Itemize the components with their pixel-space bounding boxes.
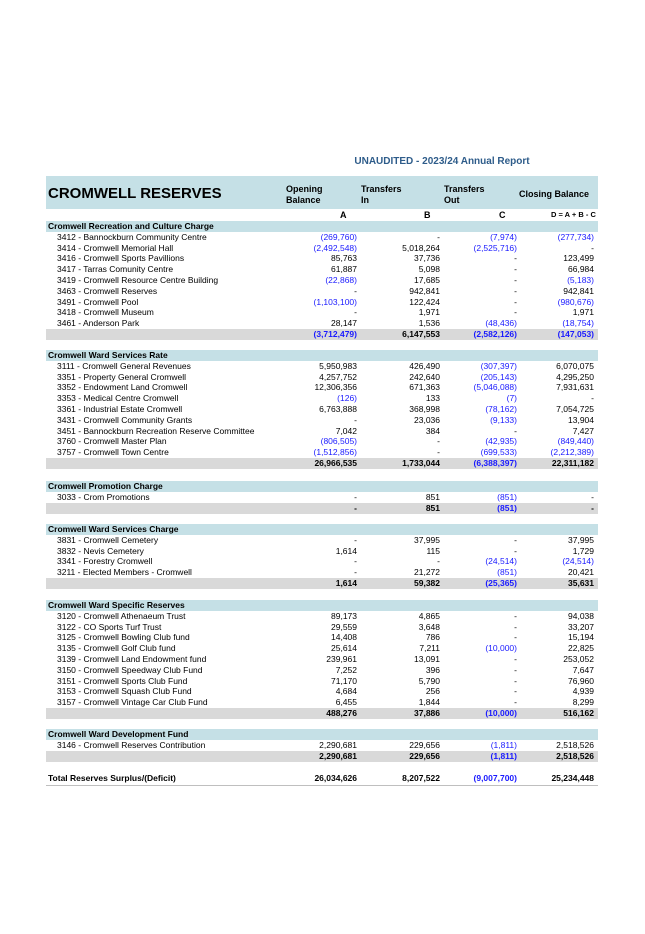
value-c: (10,000) [485,708,517,718]
value-c: - [514,285,517,296]
value-a: 71,170 [331,675,357,686]
transfers-in-header [361,184,402,206]
value-c: - [514,545,517,556]
column-letter-a: A [340,210,347,220]
table-header [46,176,598,209]
opening-header-line1: Opening [286,184,323,194]
value-c: (78,162) [485,404,517,414]
account-label: 3412 - Bannockburn Community Centre [57,231,207,242]
value-b: 8,207,522 [402,773,440,783]
value-d: 253,052 [563,654,594,664]
value-a: (22,868) [325,275,357,285]
value-d: (24,514) [562,556,594,567]
table-row [46,404,598,415]
account-label: 3033 - Crom Promotions [57,491,150,502]
account-label: 3150 - Cromwell Speedway Club Fund [57,664,203,675]
value-d: (2,212,389) [550,447,594,458]
value-a: (3,712,479) [313,329,357,339]
value-b: 384 [425,425,440,436]
value-a: (2,492,548) [313,242,357,253]
section-header [46,350,598,361]
value-b: 368,998 [409,404,440,414]
value-a: (269,760) [320,231,357,242]
section-total-row [46,751,598,762]
value-d: 8,299 [572,697,594,708]
table-row [46,676,598,687]
account-label: 3139 - Cromwell Land Endowment fund [57,654,207,664]
table-row [46,393,598,404]
value-a: - [354,285,357,296]
value-b: 21,272 [414,567,440,578]
value-d: (147,053) [557,329,594,339]
value-d: 4,939 [572,686,594,697]
section-header [46,221,598,232]
grand-total-row [46,773,598,784]
value-b: 3,648 [418,621,440,632]
value-d: - [591,242,594,253]
report-title: UNAUDITED - 2023/24 Annual Report [354,156,530,167]
account-label: 3353 - Medical Centre Cromwell [57,393,179,404]
opening-balance-header [286,184,323,206]
section-title: Cromwell Recreation and Culture Charge [48,221,214,231]
value-d: 7,931,631 [556,382,594,393]
value-b: 5,790 [418,675,440,686]
value-b: 851 [425,491,440,502]
value-d: 4,295,250 [556,371,594,382]
section-header [46,600,598,611]
table-row [46,686,598,697]
transfers-in-header-line2: In [361,195,369,205]
value-a: (126) [337,393,357,404]
transfers-out-header [444,184,485,206]
account-label: 3416 - Cromwell Sports Pavillions [57,253,185,264]
value-c: (851) [497,567,517,578]
value-d: 94,038 [568,610,594,621]
account-label: 3151 - Cromwell Sports Club Fund [57,675,188,686]
account-label: 3352 - Endowment Land Cromwell [57,382,188,393]
value-c: - [514,664,517,675]
value-c: - [514,275,517,285]
value-b: - [437,447,440,458]
value-c: (2,582,126) [473,329,517,339]
value-d: (18,754) [562,318,594,329]
value-c: (42,935) [485,436,517,447]
value-b: 37,995 [414,534,440,545]
value-a: 4,257,752 [319,371,357,382]
value-b: 396 [425,664,440,675]
table-row [46,382,598,393]
value-b: 59,382 [414,578,440,588]
table-row [46,622,598,633]
section-title: Cromwell Promotion Charge [48,481,163,491]
value-b: - [437,436,440,447]
value-a: - [354,567,357,578]
table-row [46,611,598,622]
value-a: 61,887 [331,264,357,275]
value-b: 4,865 [418,610,440,621]
value-a: 7,042 [335,425,357,436]
value-c: - [514,307,517,318]
value-a: - [354,534,357,545]
transfers-out-header-line2: Out [444,195,460,205]
value-c: - [514,632,517,643]
value-a: 2,290,681 [319,739,357,750]
value-d: 7,427 [572,425,594,436]
value-b: 5,098 [418,264,440,275]
value-d: 66,984 [568,264,594,275]
value-c: (10,000) [485,643,517,654]
table-row [46,697,598,708]
value-b: 1,844 [418,697,440,708]
value-b: 37,736 [414,253,440,264]
table-row [46,556,598,567]
table-row [46,643,598,654]
value-c: (24,514) [485,556,517,567]
table-row [46,318,598,329]
value-b: 122,424 [409,296,440,307]
value-b: - [437,231,440,242]
table-row [46,426,598,437]
transfers-out-header-line1: Transfers [444,184,485,194]
account-label: 3461 - Anderson Park [57,318,140,329]
value-d: 1,729 [572,545,594,556]
value-c: (7,974) [490,231,517,242]
value-a: (1,103,100) [313,296,357,307]
value-d: 15,194 [568,632,594,643]
section-total-row [46,708,598,719]
table-row [46,415,598,426]
value-b: 1,971 [418,307,440,318]
value-b: 37,886 [414,708,440,718]
value-d: 7,647 [572,664,594,675]
column-letter-d: D = A + B - C [551,210,596,219]
value-c: - [514,675,517,686]
value-c: - [514,253,517,264]
value-a: - [354,491,357,502]
account-label: 3419 - Cromwell Resource Centre Building [57,275,219,285]
value-b: 7,211 [419,643,440,654]
table-row [46,567,598,578]
value-b: 671,363 [409,382,440,393]
account-label: 3361 - Industrial Estate Cromwell [57,404,183,414]
account-label: 3491 - Cromwell Pool [57,296,139,307]
value-c: (25,365) [485,578,517,588]
table-row [46,232,598,243]
value-b: 256 [425,686,440,697]
value-a: 1,614 [335,545,357,556]
value-a: 14,408 [331,632,357,643]
value-c: - [514,654,517,664]
section-title: Cromwell Ward Development Fund [48,729,189,739]
table-row [46,535,598,546]
table-row [46,372,598,383]
value-c: (1,811) [490,739,517,750]
value-a: 85,763 [331,253,357,264]
value-b: 1,536 [418,318,440,329]
value-d: (849,440) [557,436,594,447]
value-a: 239,961 [326,654,357,664]
value-c: - [514,425,517,436]
value-d: 7,054,725 [556,404,594,414]
value-d: (5,183) [567,275,594,285]
value-d: (277,734) [557,231,594,242]
value-a: 29,559 [331,621,357,632]
value-a: - [354,556,357,567]
grand-total-underline [46,785,598,786]
account-label: 3463 - Cromwell Reserves [57,285,158,296]
value-d: 22,311,182 [551,458,594,468]
value-a: 25,614 [331,643,357,654]
value-c: (307,397) [480,360,517,371]
section-header [46,729,598,740]
account-label: 3122 - CO Sports Turf Trust [57,621,162,632]
value-a: 26,034,626 [314,773,357,783]
value-c: (1,811) [490,750,517,761]
table-row [46,286,598,297]
value-b: 851 [425,502,440,513]
column-letter-b: B [424,210,431,220]
account-label: 3120 - Cromwell Athenaeum Trust [57,610,186,621]
grand-total-label: Total Reserves Surplus/(Deficit) [48,773,176,783]
table-row [46,307,598,318]
table-row [46,297,598,308]
value-d: - [591,491,594,502]
value-d: (980,676) [557,296,594,307]
value-c: - [514,621,517,632]
value-d: 37,995 [568,534,594,545]
value-a: 26,966,535 [314,458,357,468]
value-c: (851) [497,491,517,502]
table-row [46,436,598,447]
value-c: (2,525,716) [473,242,517,253]
table-row [46,253,598,264]
value-d: 123,499 [563,253,594,264]
value-b: 229,656 [409,750,440,761]
value-c: - [514,697,517,708]
account-label: 3418 - Cromwell Museum [57,307,154,318]
value-b: 6,147,553 [402,329,440,339]
value-c: (48,436) [485,318,517,329]
value-d: 516,162 [563,708,594,718]
value-b: 229,656 [409,739,440,750]
value-d: 2,518,526 [556,739,594,750]
account-label: 3757 - Cromwell Town Centre [57,447,169,458]
value-b: 13,091 [414,654,440,664]
value-c: (6,388,397) [473,458,517,468]
table-row [46,361,598,372]
account-label: 3111 - Cromwell General Revenues [57,360,191,371]
value-b: 23,036 [414,414,440,425]
value-b: 786 [425,632,440,643]
value-d: 76,960 [568,675,594,686]
account-label: 3211 - Elected Members - Cromwell [57,567,192,578]
section-title: Cromwell Ward Services Rate [48,350,168,360]
table-row [46,665,598,676]
value-c: - [514,610,517,621]
value-c: (205,143) [480,371,517,382]
account-label: 3832 - Nevis Cemetery [57,545,144,556]
account-label: 3760 - Cromwell Master Plan [57,436,167,447]
section-total-row [46,458,598,469]
section-total-row [46,329,598,340]
value-b: 1,733,044 [402,458,440,468]
value-d: 35,631 [568,578,594,588]
account-label: 3831 - Cromwell Cemetery [57,534,159,545]
value-d: 2,518,526 [556,750,594,761]
section-total-row [46,503,598,514]
value-c: - [514,264,517,275]
value-b: - [437,556,440,567]
table-row [46,264,598,275]
value-d: 13,904 [568,414,594,425]
value-d: 1,971 [572,307,594,318]
account-label: 3157 - Cromwell Vintage Car Club Fund [57,697,208,708]
value-a: (1,512,856) [313,447,357,458]
value-d: 942,841 [563,285,594,296]
value-d: - [591,502,594,513]
value-b: 5,018,264 [402,242,440,253]
value-a: 7,252 [335,664,357,675]
value-d: 25,234,448 [551,773,594,783]
closing-balance-header: Closing Balance [519,189,590,199]
value-a: - [354,502,357,513]
account-label: 3431 - Cromwell Community Grants [57,414,193,425]
account-label: 3135 - Cromwell Golf Club fund [57,643,176,654]
value-a: - [354,307,357,318]
value-a: 2,290,681 [319,750,357,761]
value-c: - [514,686,517,697]
transfers-in-header-line1: Transfers [361,184,402,194]
section-total-row [46,578,598,589]
table-row [46,275,598,286]
account-label: 3125 - Cromwell Bowling Club fund [57,632,190,643]
account-label: 3351 - Property General Cromwell [57,371,186,382]
account-label: 3417 - Tarras Comunity Centre [57,264,174,275]
value-c: (699,533) [480,447,517,458]
table-row [46,546,598,557]
value-a: 4,684 [335,686,357,697]
account-label: 3414 - Cromwell Memorial Hall [57,242,174,253]
table-row [46,492,598,503]
value-a: 12,306,356 [314,382,357,393]
value-a: 5,950,983 [319,360,357,371]
value-d: 6,070,075 [556,360,594,371]
value-c: (9,007,700) [473,773,517,783]
value-c: (5,046,088) [473,382,517,393]
section-title: Cromwell Ward Specific Reserves [48,600,185,610]
value-a: 1,614 [335,578,357,588]
value-c: - [514,534,517,545]
value-d: 33,207 [568,621,594,632]
value-c: (851) [497,502,517,513]
value-a: 89,173 [331,610,357,621]
table-row [46,654,598,665]
table-row [46,632,598,643]
value-c: (7) [506,393,517,404]
value-d: 22,825 [568,643,594,654]
table-row [46,447,598,458]
value-b: 426,490 [409,360,440,371]
column-letter-c: C [499,210,506,220]
value-a: 6,763,888 [319,404,357,414]
value-d: 20,421 [568,567,594,578]
column-letters [46,210,598,221]
value-b: 133 [425,393,440,404]
value-b: 942,841 [409,285,440,296]
table-row [46,243,598,254]
opening-header-line2: Balance [286,195,321,205]
value-b: 115 [426,545,440,556]
account-label: 3341 - Forestry Cromwell [57,556,153,567]
account-label: 3146 - Cromwell Reserves Contribution [57,739,206,750]
value-b: 242,640 [409,371,440,382]
account-label: 3153 - Cromwell Squash Club Fund [57,686,192,697]
section-header [46,481,598,492]
value-d: - [591,393,594,404]
value-c: - [514,296,517,307]
value-a: 28,147 [331,318,357,329]
table-title: CROMWELL RESERVES [48,185,222,202]
value-c: (9,133) [490,414,517,425]
section-title: Cromwell Ward Services Charge [48,524,179,534]
account-label: 3451 - Bannockburn Recreation Reserve Committee [57,425,255,436]
value-a: 6,455 [335,697,357,708]
value-a: 488,276 [326,708,357,718]
value-a: - [354,414,357,425]
section-header [46,524,598,535]
table-row [46,740,598,751]
value-a: (806,505) [320,436,357,447]
value-b: 17,685 [414,275,440,285]
